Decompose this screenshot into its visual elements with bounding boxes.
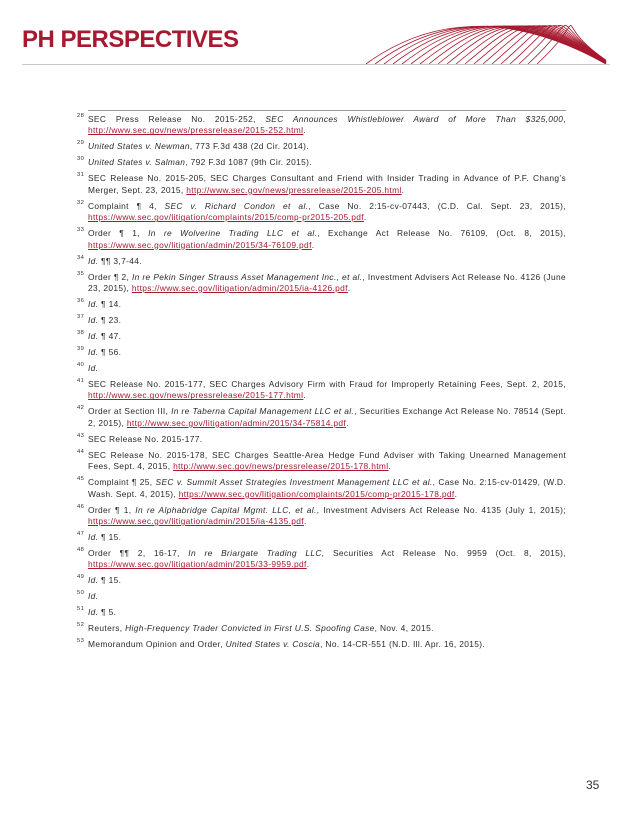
footnote-link[interactable]: http://www.sec.gov/litigation/admin/2015/34-75814.pdf xyxy=(126,417,347,428)
footnote-link[interactable]: https://www.sec.gov/litigation/admin/2015/ia-4126.pdf xyxy=(131,283,348,294)
footnote-text: Order at Section III, xyxy=(88,406,172,417)
footnote-text: SEC Release No. 2015-178, SEC Charges Seattle-Area Hedge Fund Adviser with Taking Unearned Management Fees, Sept. 4, 2015, xyxy=(88,449,566,472)
footnote-text: . xyxy=(347,283,351,294)
footnote xyxy=(77,314,566,326)
footnote-text: ¶ 23. xyxy=(98,315,122,326)
footnote-number: 42 xyxy=(77,405,85,412)
footnote-text: , Investment Advisers Act Release No. 4126 (June 23, 2015), xyxy=(88,271,566,294)
footnote-number: 48 xyxy=(77,547,85,554)
footnote-number: 44 xyxy=(77,448,85,455)
footnote-citation: SEC v. Summit Asset Strategies Investment Management LLC et al. xyxy=(155,477,433,488)
footnote-citation: SEC Announces Whistleblower Award of More Than $325,000 xyxy=(265,114,564,124)
footnote-text: SEC Release No. 2015-205, SEC Charges Consultant and Friend with Insider Trading in Advance of P.F. Chang’s Merger, Sept. 23, 2015, xyxy=(88,173,566,195)
footnote-text: , Exchange Act Release No. 76109, (Oct. 8, 2015), xyxy=(317,228,566,239)
footnote-text: Memorandum Opinion and Order, xyxy=(88,639,226,650)
footnote-number: 45 xyxy=(77,476,85,483)
footnote-text: , No. 14-CR-551 (N.D. Ill. Apr. 16, 2015). xyxy=(320,639,486,650)
footnote-citation: Id. xyxy=(88,255,99,266)
footnote-link[interactable]: http://www.sec.gov/news/pressrelease/2015-252.html xyxy=(88,125,304,136)
footnote-citation: Id. xyxy=(88,532,99,543)
footnote-number: 35 xyxy=(77,270,85,277)
footnote-number: 46 xyxy=(77,503,85,510)
footnote-text: , 792 F.3d 1087 (9th Cir. 2015). xyxy=(185,157,312,168)
footnote xyxy=(77,156,566,168)
footnote-text: ¶ 56. xyxy=(98,347,122,358)
footnotes-list xyxy=(77,113,567,655)
footnote xyxy=(77,199,567,224)
footnote-text: ¶ 5. xyxy=(98,607,117,618)
footnote xyxy=(77,378,566,402)
footnote xyxy=(77,172,566,196)
footnote xyxy=(77,606,566,618)
footnote-text: Reuters, xyxy=(88,623,126,634)
footnote-number: 41 xyxy=(77,378,85,385)
footnote-text: SEC Release No. 2015-177, SEC Charges Advisory Firm with Fraud for Improperly Retaining Fees, Sept. 2, 2015, xyxy=(88,379,566,390)
footnote-text: SEC Press Release No. 2015-252, xyxy=(88,114,266,124)
header-divider xyxy=(22,64,610,65)
footnote-text: . xyxy=(303,390,307,401)
footnote-link[interactable]: http://www.sec.gov/news/pressrelease/2015-177.html xyxy=(88,390,304,401)
footnote xyxy=(77,432,566,445)
footnote xyxy=(77,140,566,152)
footnote-text: ¶¶ 3,7-44. xyxy=(98,255,142,266)
footnote xyxy=(77,330,566,342)
footnote-number: 36 xyxy=(77,298,85,305)
footnote-text: , Case No. 2:15-cv-07443, (C.D. Cal. Sept. 23, 2015), xyxy=(308,200,567,211)
footnote-text: . xyxy=(303,516,307,527)
footnote-text: . xyxy=(363,212,367,223)
footnote-number: 38 xyxy=(77,330,85,337)
footnote-text: . xyxy=(401,184,405,195)
footnote-number: 31 xyxy=(77,172,85,179)
footnote-text: Securities Act Release No. 9959 (Oct. 8, 2015), xyxy=(324,548,566,559)
footnote-citation: United States v. Newman xyxy=(88,141,190,152)
footnote xyxy=(77,270,566,295)
footnote-citation: Id. xyxy=(88,363,99,374)
footnote-divider xyxy=(88,110,566,111)
footnote-text: . xyxy=(303,125,307,136)
footnote-citation: Id. xyxy=(88,607,99,618)
footnote xyxy=(77,362,566,374)
footnote-text: Complaint ¶ 4, xyxy=(88,200,165,211)
footnote-text: SEC Release No. 2015-177. xyxy=(88,433,203,444)
footnote-text: Order ¶ 1, xyxy=(88,228,149,239)
footnote-citation: Id. xyxy=(88,347,99,358)
footnote-number: 47 xyxy=(77,531,85,538)
footnote-citation: Id. xyxy=(88,315,99,326)
footnote-number: 39 xyxy=(77,346,85,353)
footnote-number: 28 xyxy=(77,113,85,119)
footnote xyxy=(77,346,566,358)
footnote-link[interactable]: https://www.sec.gov/litigation/admin/2015/34-76109.pdf xyxy=(88,239,312,250)
footnote-text: . xyxy=(306,559,310,570)
footnote-number: 50 xyxy=(77,590,85,597)
footnote-citation: High-Frequency Trader Convicted in First U.S. Spoofing Case xyxy=(125,623,375,634)
footnote-text: . xyxy=(388,461,392,472)
footnote-number: 34 xyxy=(77,254,85,261)
footnote-citation: In re Taberna Capital Management LLC et al. xyxy=(171,406,355,417)
footnote-citation: Id. xyxy=(88,331,99,342)
footnote-text: , Investment Advisers Act Release No. 4135 (July 1, 2015); xyxy=(316,504,566,515)
footnote-link[interactable]: https://www.sec.gov/litigation/admin/2015/33-9959.pdf xyxy=(88,559,307,570)
footnote-citation: United States v. Salman xyxy=(88,157,186,168)
footnote xyxy=(77,503,566,528)
footnote-text: Order ¶ 1, xyxy=(88,504,136,515)
footnote-text: , Case No. 2:15-cv-01429, (W.D. Wash. Sept. 4, 2015), xyxy=(88,477,566,499)
footnote-text: ¶ 14. xyxy=(98,299,122,310)
footnote-number: 33 xyxy=(77,227,85,234)
page-number: 35 xyxy=(586,778,600,792)
footnote-number: 43 xyxy=(77,432,85,439)
footnote-link[interactable]: http://www.sec.gov/news/pressrelease/2015-205.html xyxy=(186,184,402,195)
decorative-arcs-graphic xyxy=(356,0,616,66)
footnote-citation: Id. xyxy=(88,575,99,586)
footnote xyxy=(77,254,566,267)
footnote-text: , 773 F.3d 438 (2d Cir. 2014). xyxy=(189,141,309,152)
footnote-text: , Securities Exchange Act Release No. 78514 (Sept. 2, 2015), xyxy=(88,406,567,428)
footnote-link[interactable]: https://www.sec.gov/litigation/admin/2015/ia-4135.pdf xyxy=(88,516,304,527)
footnote xyxy=(77,547,566,571)
footnote-number: 37 xyxy=(77,314,85,321)
footnote-number: 29 xyxy=(77,140,85,147)
footnote-number: 40 xyxy=(77,362,85,369)
footnote-text: , xyxy=(563,114,566,124)
footnote-number: 52 xyxy=(77,622,85,629)
footnote-text: . xyxy=(311,239,315,250)
footnote xyxy=(77,638,566,650)
footnote-link[interactable]: https://www.sec.gov/litigation/complaints/2015/comp-pr2015-178.pdf xyxy=(178,488,455,499)
footnote xyxy=(77,574,566,586)
footnote xyxy=(77,298,566,310)
footnote xyxy=(77,405,567,429)
footnote-number: 49 xyxy=(77,574,85,581)
footnote-citation: Id. xyxy=(88,591,99,602)
footnote-citation: In re Alphabridge Capital Mgmt. LLC, et al. xyxy=(135,504,317,515)
footnote xyxy=(77,590,566,602)
footnote xyxy=(77,448,566,473)
footnote-citation: SEC v. Richard Condon et al. xyxy=(164,200,309,211)
footnote xyxy=(77,622,566,634)
footnote-number: 53 xyxy=(77,638,85,645)
publication-title: PH PERSPECTIVES xyxy=(22,26,239,53)
footnote-link[interactable]: https://www.sec.gov/litigation/complaints/2015/comp-pr2015-205.pdf xyxy=(88,212,364,223)
footnote xyxy=(77,531,566,543)
footnote-text: ¶ 15. xyxy=(98,532,122,543)
footnote xyxy=(77,476,566,500)
footnote-text: Complaint ¶ 25, xyxy=(88,477,156,488)
footnote-text: Order ¶¶ 2, 16-17, xyxy=(88,548,189,559)
footnote-number: 32 xyxy=(77,199,85,206)
footnote-citation: United States v. Coscia xyxy=(225,639,321,650)
footnote-number: 51 xyxy=(77,606,85,613)
footnote xyxy=(77,227,566,251)
footnote-number: 30 xyxy=(77,156,85,163)
footnote xyxy=(77,113,566,137)
footnote-text: , Nov. 4, 2015. xyxy=(374,623,434,634)
footnote-text: Order ¶ 2, xyxy=(88,271,132,282)
footnote-text: . xyxy=(346,417,349,428)
footnote-text: ¶ 47. xyxy=(98,331,122,342)
footnote-text: ¶ 15. xyxy=(98,575,122,586)
footnote-citation: In re Wolverine Trading LLC et al. xyxy=(148,228,318,239)
footnote-text: . xyxy=(454,488,458,499)
footnote-citation: Id. xyxy=(88,299,99,310)
footnote-link[interactable]: http://www.sec.gov/news/pressrelease/2015-178.html xyxy=(173,461,389,472)
footnote-citation: In re Briargate Trading LLC, xyxy=(188,548,325,559)
footnote-citation: In re Pekin Singer Strauss Asset Management Inc., et al. xyxy=(131,271,363,282)
